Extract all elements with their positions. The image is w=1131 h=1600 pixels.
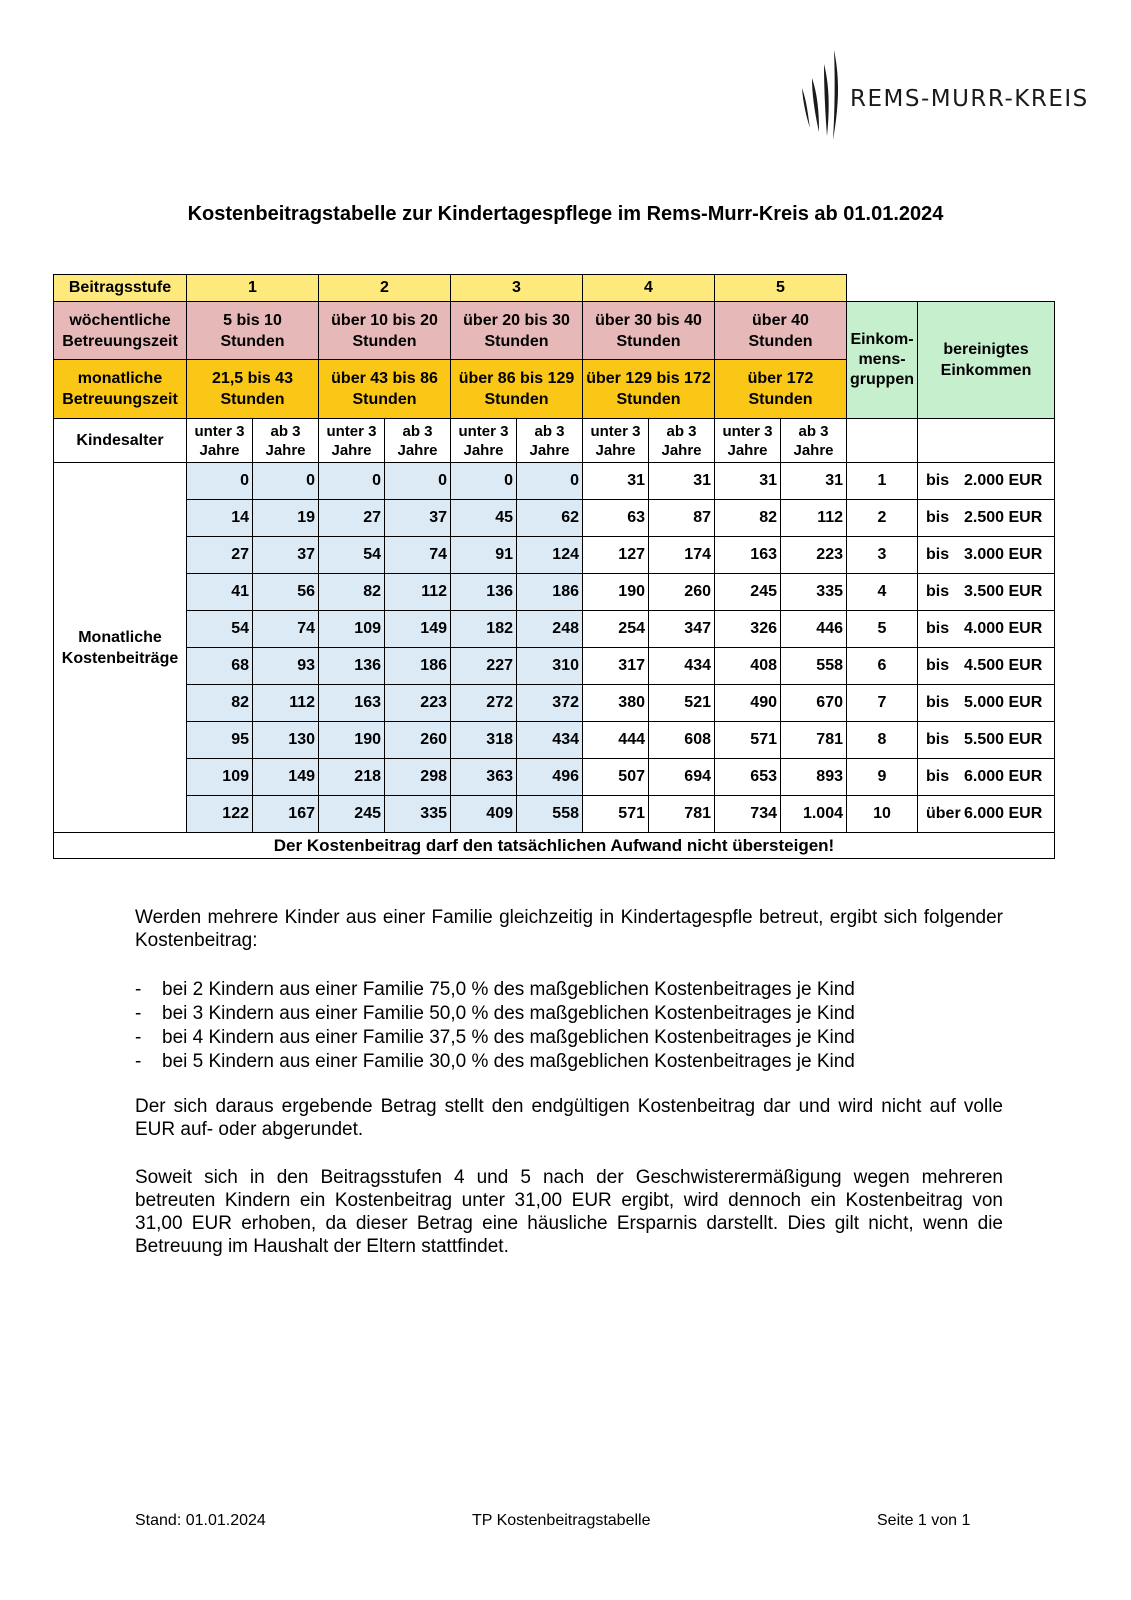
footer-stand: Stand: 01.01.2024 [135, 1512, 266, 1529]
fee-cell: 87 [649, 500, 715, 537]
fee-cell: 0 [187, 463, 253, 500]
fee-cell: 82 [187, 685, 253, 722]
fee-cell: 149 [385, 611, 451, 648]
fee-cell: 0 [319, 463, 385, 500]
header-monatlich: monatliche Betreuungszeit [54, 360, 187, 419]
fee-cell: 248 [517, 611, 583, 648]
list-item: - bei 4 Kindern aus einer Familie 37,5 % des maßgeblichen Kostenbeitrages je Kind [135, 1027, 855, 1048]
fee-cell: 507 [583, 759, 649, 796]
table-row [54, 500, 1055, 537]
table-row [54, 648, 1055, 685]
income-limit: bis 3.500 EUR [918, 574, 1055, 611]
fee-cell: 54 [187, 611, 253, 648]
income-group: 4 [847, 574, 918, 611]
fee-cell: 74 [253, 611, 319, 648]
income-group: 9 [847, 759, 918, 796]
header-kindesalter: Kindesalter [54, 419, 187, 463]
monatlich-stufe-2: über 43 bis 86 Stunden [319, 360, 451, 419]
header-bereinigtes-einkommen: bereinigtes Einkommen [918, 302, 1055, 419]
fee-cell: 27 [187, 537, 253, 574]
fee-cell: 167 [253, 796, 319, 833]
fee-cell: 37 [253, 537, 319, 574]
fee-cell: 434 [517, 722, 583, 759]
list-item: - bei 5 Kindern aus einer Familie 30,0 % des maßgeblichen Kostenbeitrages je Kind [135, 1051, 855, 1072]
age-unter3: unter 3 Jahre [583, 419, 649, 463]
monatlich-stufe-4: über 129 bis 172 Stunden [583, 360, 715, 419]
fee-cell: 318 [451, 722, 517, 759]
woechentlich-stufe-2: über 10 bis 20 Stunden [319, 302, 451, 360]
list-item: - bei 3 Kindern aus einer Familie 50,0 % des maßgeblichen Kostenbeitrages je Kind [135, 1003, 855, 1024]
list-item: - bei 2 Kindern aus einer Familie 75,0 % des maßgeblichen Kostenbeitrages je Kind [135, 979, 855, 1000]
fee-cell: 310 [517, 648, 583, 685]
fee-cell: 62 [517, 500, 583, 537]
fee-cell: 82 [715, 500, 781, 537]
fee-cell: 56 [253, 574, 319, 611]
fee-cell: 0 [517, 463, 583, 500]
fee-cell: 63 [583, 500, 649, 537]
income-group: 5 [847, 611, 918, 648]
fee-cell: 163 [319, 685, 385, 722]
fee-cell: 45 [451, 500, 517, 537]
age-ab3: ab 3 Jahre [517, 419, 583, 463]
footer-document-name: TP Kostenbeitragstabelle [472, 1512, 651, 1529]
fee-cell: 254 [583, 611, 649, 648]
stufe-3: 3 [451, 275, 583, 302]
fee-cell: 31 [649, 463, 715, 500]
fee-cell: 571 [715, 722, 781, 759]
fee-cell: 31 [781, 463, 847, 500]
fee-cell: 19 [253, 500, 319, 537]
fee-cell: 558 [781, 648, 847, 685]
income-limit: bis 3.000 EUR [918, 537, 1055, 574]
woechentlich-stufe-5: über 40 Stunden [715, 302, 847, 360]
header-woechentlich: wöchentliche Betreuungszeit [54, 302, 187, 360]
age-unter3: unter 3 Jahre [319, 419, 385, 463]
fee-cell: 190 [319, 722, 385, 759]
fee-cell: 434 [649, 648, 715, 685]
row-woechentlich [54, 302, 1055, 360]
income-group: 1 [847, 463, 918, 500]
stufe-5: 5 [715, 275, 847, 302]
table-row [54, 796, 1055, 833]
table-row [54, 759, 1055, 796]
fee-cell: 186 [385, 648, 451, 685]
rounding-paragraph: Der sich daraus ergebende Betrag stellt den endgültigen Kostenbeitrag dar und wird nicht auf volle EUR auf- oder abgerundet. [135, 1096, 1003, 1140]
rems-murr-kreis-logo [798, 50, 1098, 145]
row-note [54, 833, 1055, 859]
fee-cell: 95 [187, 722, 253, 759]
fee-cell: 335 [781, 574, 847, 611]
fee-cell: 112 [385, 574, 451, 611]
income-group: 8 [847, 722, 918, 759]
stufe-2: 2 [319, 275, 451, 302]
table-row [54, 722, 1055, 759]
row-beitragsstufe [54, 275, 1055, 302]
row-kindesalter [54, 419, 1055, 463]
income-limit: bis 2.000 EUR [918, 463, 1055, 500]
fee-cell: 54 [319, 537, 385, 574]
logo-mark-icon [798, 50, 848, 145]
fee-cell: 130 [253, 722, 319, 759]
income-limit: bis 4.500 EUR [918, 648, 1055, 685]
fee-cell: 112 [781, 500, 847, 537]
income-limit: über 6.000 EUR [918, 796, 1055, 833]
fee-cell: 31 [583, 463, 649, 500]
fee-cell: 272 [451, 685, 517, 722]
intro-paragraph: Werden mehrere Kinder aus einer Familie gleichzeitig in Kindertagespfle betreut, ergibt sich folgender Kostenbeitrag: [135, 907, 1003, 951]
income-limit: bis 2.500 EUR [918, 500, 1055, 537]
fee-cell: 670 [781, 685, 847, 722]
income-limit: bis 5.500 EUR [918, 722, 1055, 759]
table-row [54, 463, 1055, 500]
fee-cell: 136 [451, 574, 517, 611]
income-group: 2 [847, 500, 918, 537]
fee-cell: 14 [187, 500, 253, 537]
income-limit: bis 4.000 EUR [918, 611, 1055, 648]
label-monatliche-kostenbeitraege: Monatliche Kostenbeiträge [54, 463, 187, 833]
income-group: 10 [847, 796, 918, 833]
fee-cell: 317 [583, 648, 649, 685]
monatlich-stufe-3: über 86 bis 129 Stunden [451, 360, 583, 419]
fee-cell: 186 [517, 574, 583, 611]
fee-cell: 127 [583, 537, 649, 574]
fee-cell: 335 [385, 796, 451, 833]
age-unter3: unter 3 Jahre [187, 419, 253, 463]
age-ab3: ab 3 Jahre [385, 419, 451, 463]
income-group: 7 [847, 685, 918, 722]
fee-cell: 298 [385, 759, 451, 796]
fee-cell: 68 [187, 648, 253, 685]
woechentlich-stufe-4: über 30 bis 40 Stunden [583, 302, 715, 360]
fee-cell: 27 [319, 500, 385, 537]
fee-cell: 227 [451, 648, 517, 685]
fee-cell: 380 [583, 685, 649, 722]
age-unter3: unter 3 Jahre [715, 419, 781, 463]
monatlich-stufe-1: 21,5 bis 43 Stunden [187, 360, 319, 419]
fee-cell: 245 [319, 796, 385, 833]
fee-rows [54, 463, 1055, 833]
fee-cell: 109 [187, 759, 253, 796]
fee-cell: 122 [187, 796, 253, 833]
income-limit: bis 6.000 EUR [918, 759, 1055, 796]
fee-cell: 0 [385, 463, 451, 500]
fee-cell: 781 [781, 722, 847, 759]
fee-cell: 347 [649, 611, 715, 648]
fee-cell: 190 [583, 574, 649, 611]
header-einkommensgruppen: Einkom- mens- gruppen [847, 302, 918, 419]
fee-cell: 446 [781, 611, 847, 648]
income-group: 6 [847, 648, 918, 685]
fee-cell: 31 [715, 463, 781, 500]
age-unter3: unter 3 Jahre [451, 419, 517, 463]
stufe-4: 4 [583, 275, 715, 302]
fee-table [53, 274, 1055, 859]
fee-cell: 223 [385, 685, 451, 722]
fee-cell: 260 [385, 722, 451, 759]
fee-cell: 82 [319, 574, 385, 611]
stufe-1: 1 [187, 275, 319, 302]
income-group: 3 [847, 537, 918, 574]
footer-page-number: Seite 1 von 1 [877, 1512, 971, 1529]
fee-cell: 182 [451, 611, 517, 648]
woechentlich-stufe-1: 5 bis 10 Stunden [187, 302, 319, 360]
fee-cell: 0 [451, 463, 517, 500]
fee-cell: 409 [451, 796, 517, 833]
fee-cell: 149 [253, 759, 319, 796]
fee-cell: 558 [517, 796, 583, 833]
table-row [54, 574, 1055, 611]
fee-cell: 444 [583, 722, 649, 759]
fee-cell: 260 [649, 574, 715, 611]
table-row [54, 537, 1055, 574]
fee-cell: 174 [649, 537, 715, 574]
fee-cell: 1.004 [781, 796, 847, 833]
fee-cell: 608 [649, 722, 715, 759]
income-limit: bis 5.000 EUR [918, 685, 1055, 722]
fee-cell: 163 [715, 537, 781, 574]
fee-cell: 218 [319, 759, 385, 796]
fee-cell: 490 [715, 685, 781, 722]
age-ab3: ab 3 Jahre [649, 419, 715, 463]
fee-cell: 363 [451, 759, 517, 796]
fee-cell: 112 [253, 685, 319, 722]
table-note: Der Kostenbeitrag darf den tatsächlichen Aufwand nicht übersteigen! [54, 833, 1055, 859]
fee-cell: 781 [649, 796, 715, 833]
fee-cell: 571 [583, 796, 649, 833]
fee-cell: 326 [715, 611, 781, 648]
fee-cell: 109 [319, 611, 385, 648]
fee-cell: 93 [253, 648, 319, 685]
table-row [54, 685, 1055, 722]
woechentlich-stufe-3: über 20 bis 30 Stunden [451, 302, 583, 360]
fee-cell: 124 [517, 537, 583, 574]
fee-cell: 223 [781, 537, 847, 574]
discount-list [135, 978, 1003, 1074]
fee-cell: 408 [715, 648, 781, 685]
fee-cell: 136 [319, 648, 385, 685]
fee-cell: 521 [649, 685, 715, 722]
age-ab3: ab 3 Jahre [253, 419, 319, 463]
table-row [54, 611, 1055, 648]
minimum-fee-paragraph: Soweit sich in den Beitragsstufen 4 und 5 nach der Geschwisterermäßigung wegen mehreren betreuten Kindern ein Kostenbeitrag unter 31,00 EUR ergibt, wird dennoch ein Kostenbeitrag von 31,00 EUR erhoben, da dieser Betrag eine häusliche Ersparnis darstellt. Dies gilt nicht, wenn die Betreuung im Haushalt der Eltern stattfindet. [135, 1167, 1003, 1257]
fee-cell: 893 [781, 759, 847, 796]
fee-cell: 0 [253, 463, 319, 500]
fee-cell: 37 [385, 500, 451, 537]
monatlich-stufe-5: über 172 Stunden [715, 360, 847, 419]
age-ab3: ab 3 Jahre [781, 419, 847, 463]
document-title: Kostenbeitragstabelle zur Kindertagespflege im Rems-Murr-Kreis ab 01.01.2024 [187, 203, 944, 225]
fee-cell: 245 [715, 574, 781, 611]
fee-cell: 734 [715, 796, 781, 833]
fee-cell: 91 [451, 537, 517, 574]
fee-cell: 372 [517, 685, 583, 722]
fee-cell: 653 [715, 759, 781, 796]
fee-cell: 41 [187, 574, 253, 611]
fee-cell: 74 [385, 537, 451, 574]
logo-text: REMS-MURR-KREIS [850, 86, 1089, 112]
fee-cell: 694 [649, 759, 715, 796]
fee-cell: 496 [517, 759, 583, 796]
header-beitragsstufe: Beitragsstufe [54, 275, 187, 302]
